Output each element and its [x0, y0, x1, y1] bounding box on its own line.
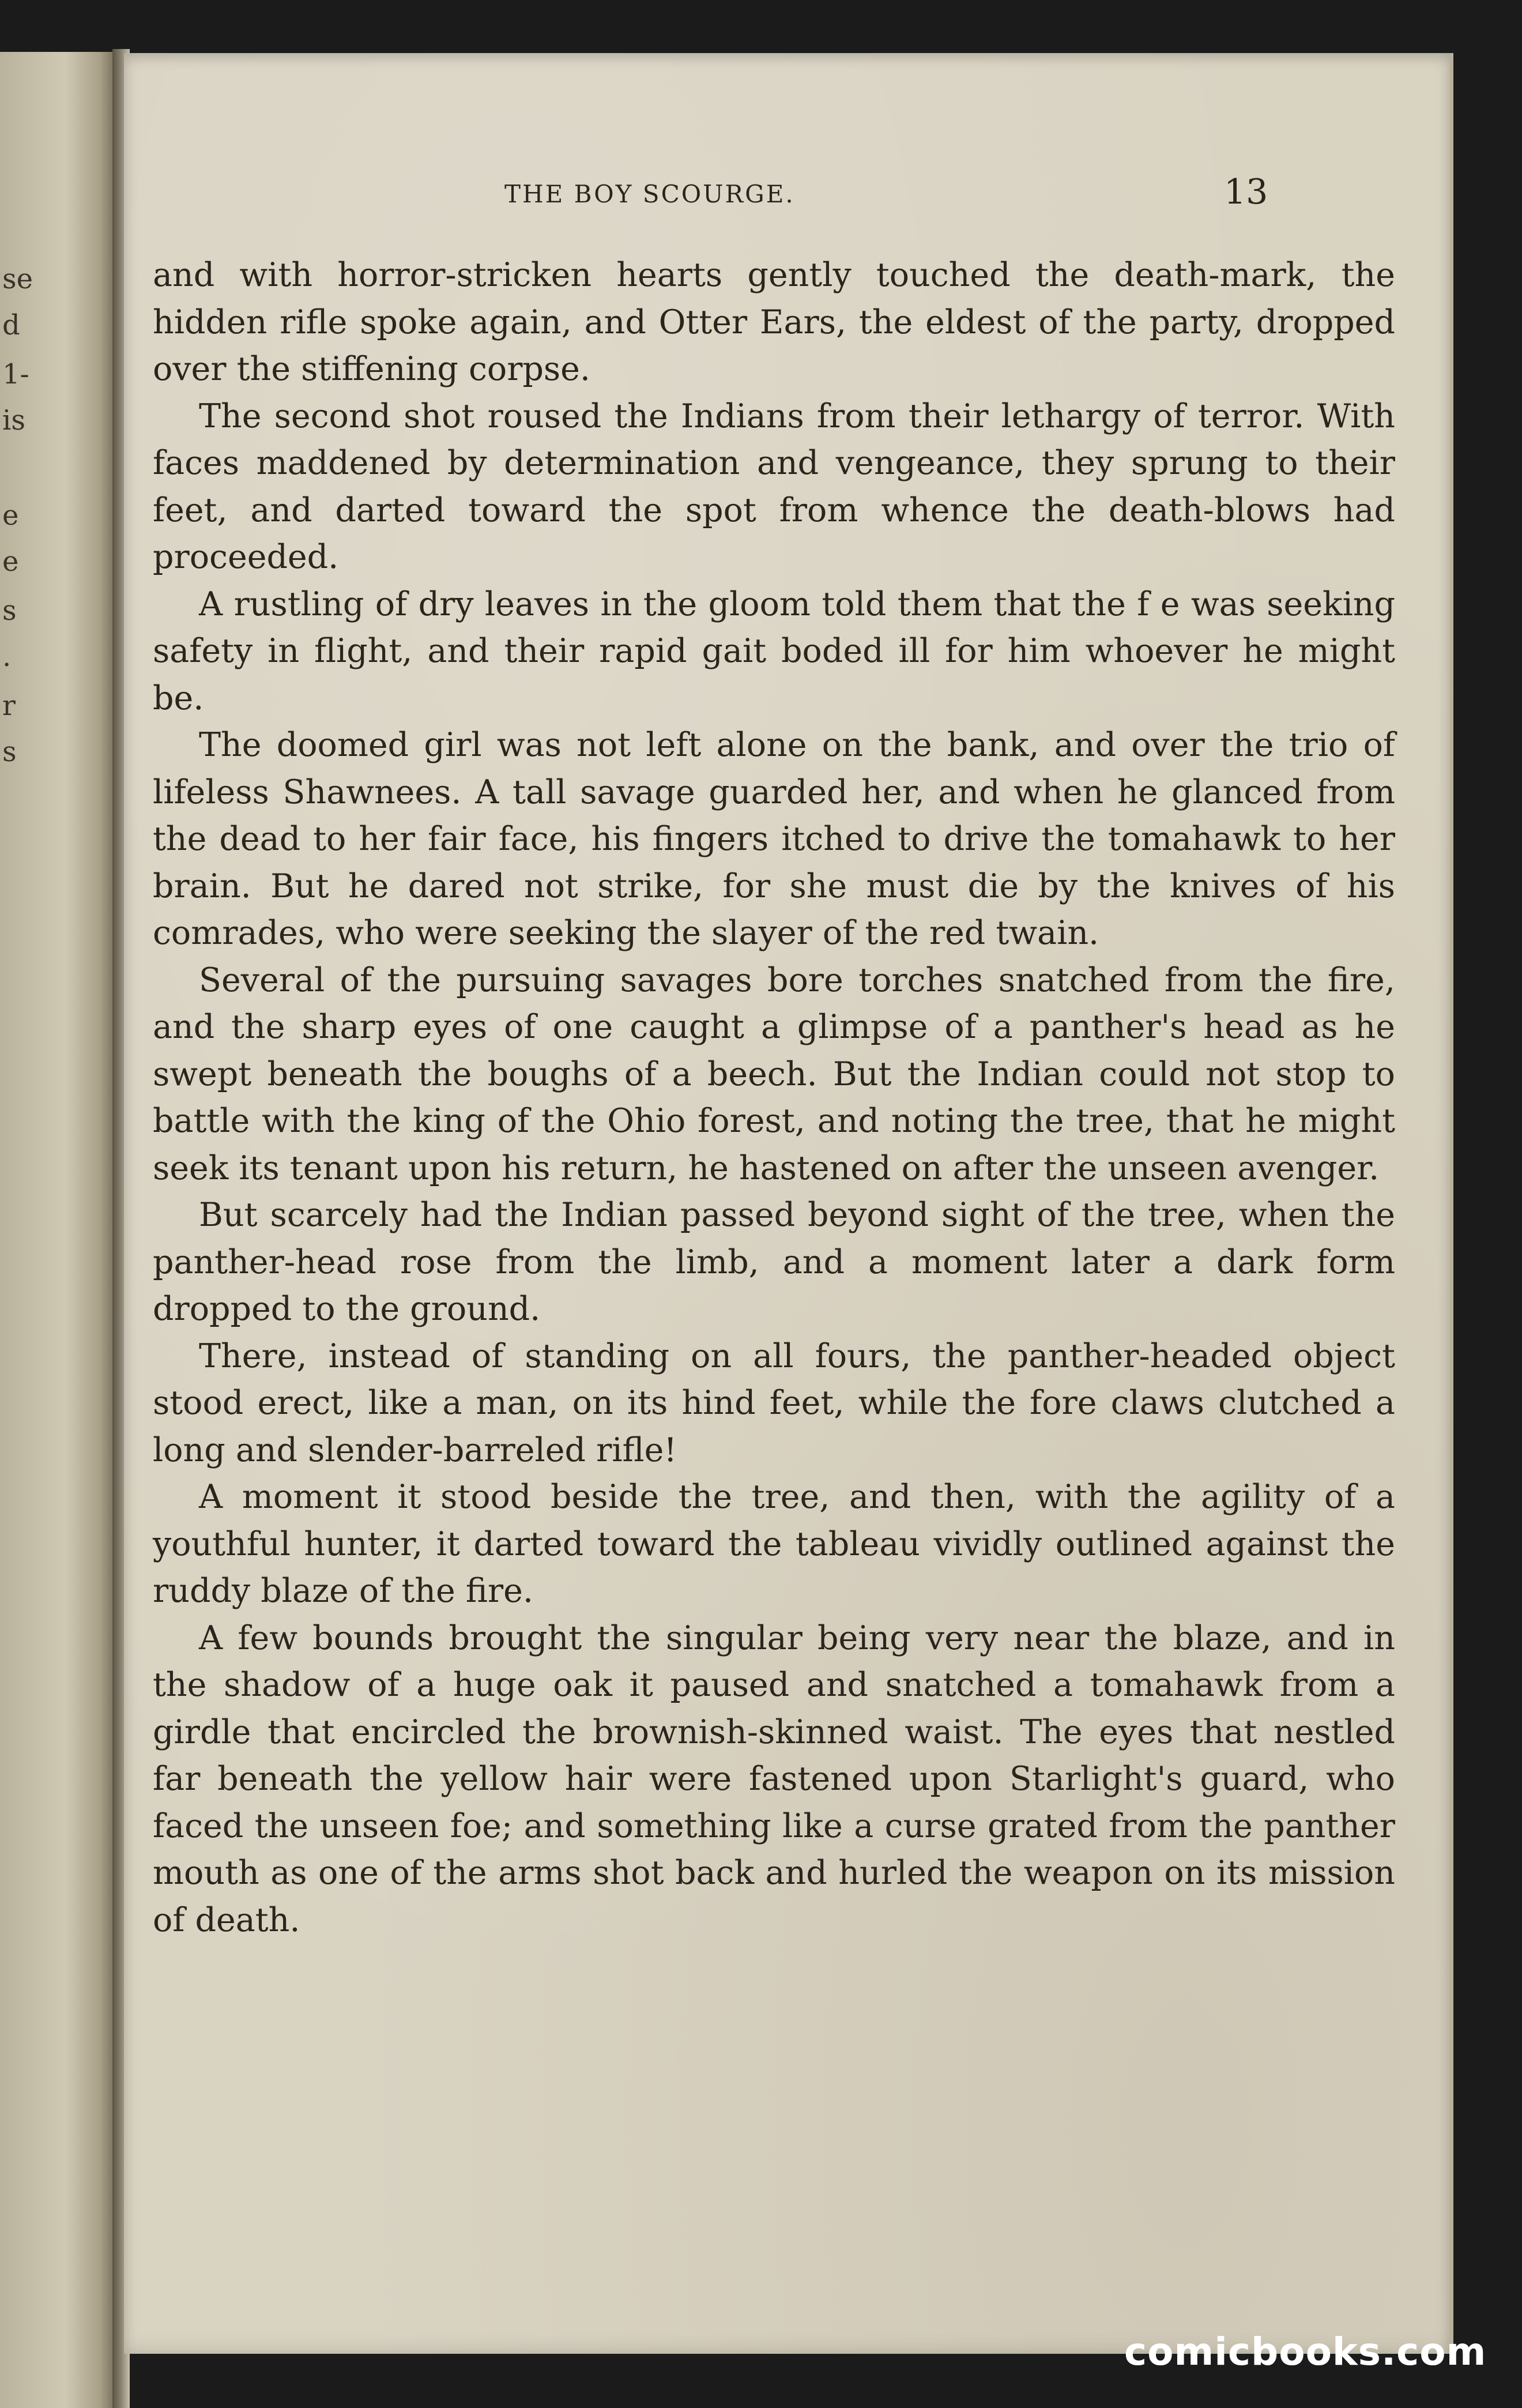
paragraph: and with horror-stricken hearts gently touched the death-mark, the hidden rifle spoke again, and Otter Ears, the eldest of the party, dropped over the stiffening corpse. — [153, 256, 1395, 388]
book-page — [124, 53, 1453, 2354]
paragraph: A moment it stood beside the tree, and then, with the agility of a youthful hunter, it darted toward the tableau vividly outlined against the ruddy blaze of the fire. — [153, 1478, 1395, 1610]
facing-page-fragment: . — [2, 641, 12, 673]
watermark: comicbooks.com — [1124, 2330, 1487, 2374]
facing-page-fragment: s — [2, 736, 17, 768]
paragraph: But scarcely had the Indian passed beyond sight of the tree, when the panther-head rose from the limb, and a moment later a dark form dropped to the ground. — [153, 1196, 1395, 1328]
page-body — [153, 252, 1395, 1944]
facing-page-fragment: e — [2, 545, 19, 578]
running-title: THE BOY SCOURGE. — [504, 180, 795, 208]
facing-page-fragment: s — [2, 595, 17, 627]
facing-page-fragment: r — [2, 690, 16, 722]
paragraph: A rustling of dry leaves in the gloom told them that the f e was seeking safety in flight, and their rapid gait boded ill for him whoever he might be. — [153, 585, 1395, 717]
paragraph: Several of the pursuing savages bore torches snatched from the fire, and the sharp eyes of one caught a glimpse of a panther's head as he swept beneath the boughs of a beech. But the Indian could not stop to battle with the king of the Ohio forest, and noting the tree, that he might seek its tenant upon his return, he hastened on after the unseen avenger. — [153, 961, 1395, 1187]
facing-page-fragment: se — [2, 263, 33, 295]
facing-page-fragment: is — [2, 404, 25, 437]
page-header — [124, 168, 1450, 215]
paragraph: The doomed girl was not left alone on the bank, and over the trio of lifeless Shawnees. A tall savage guarded her, and when he glanced from the dead to her fair face, his fingers itched to drive the tomahawk to her brain. But he dared not strike, for she must die by the knives of his comrades, who were seeking the slayer of the red twain. — [153, 726, 1395, 952]
paragraph: A few bounds brought the singular being very near the blaze, and in the shadow of a huge oak it paused and snatched a tomahawk from a girdle that encircled the brownish-skinned waist. The eyes that nestled far beneath the yellow hair were fastened upon Starlight's guard, who faced the unseen foe; and something like a curse grated from the panther mouth as one of the arms shot back and hurled the weapon on its mission of death. — [153, 1619, 1395, 1939]
paragraph: There, instead of standing on all fours, the panther-headed object stood erect, like a man, on its hind feet, while the fore claws clutched a long and slender-barreled rifle! — [153, 1337, 1395, 1469]
facing-page-fragment: d — [2, 309, 20, 341]
facing-page-fragment: 1- — [2, 358, 29, 390]
paragraph: The second shot roused the Indians from their lethargy of terror. With faces maddened by determination and vengeance, they sprung to their feet, and darted toward the spot from whence the death-blows had proceeded. — [153, 397, 1395, 576]
page-number: 13 — [1224, 172, 1268, 212]
facing-page-fragment: e — [2, 499, 19, 532]
facing-page-edge — [0, 52, 118, 2408]
